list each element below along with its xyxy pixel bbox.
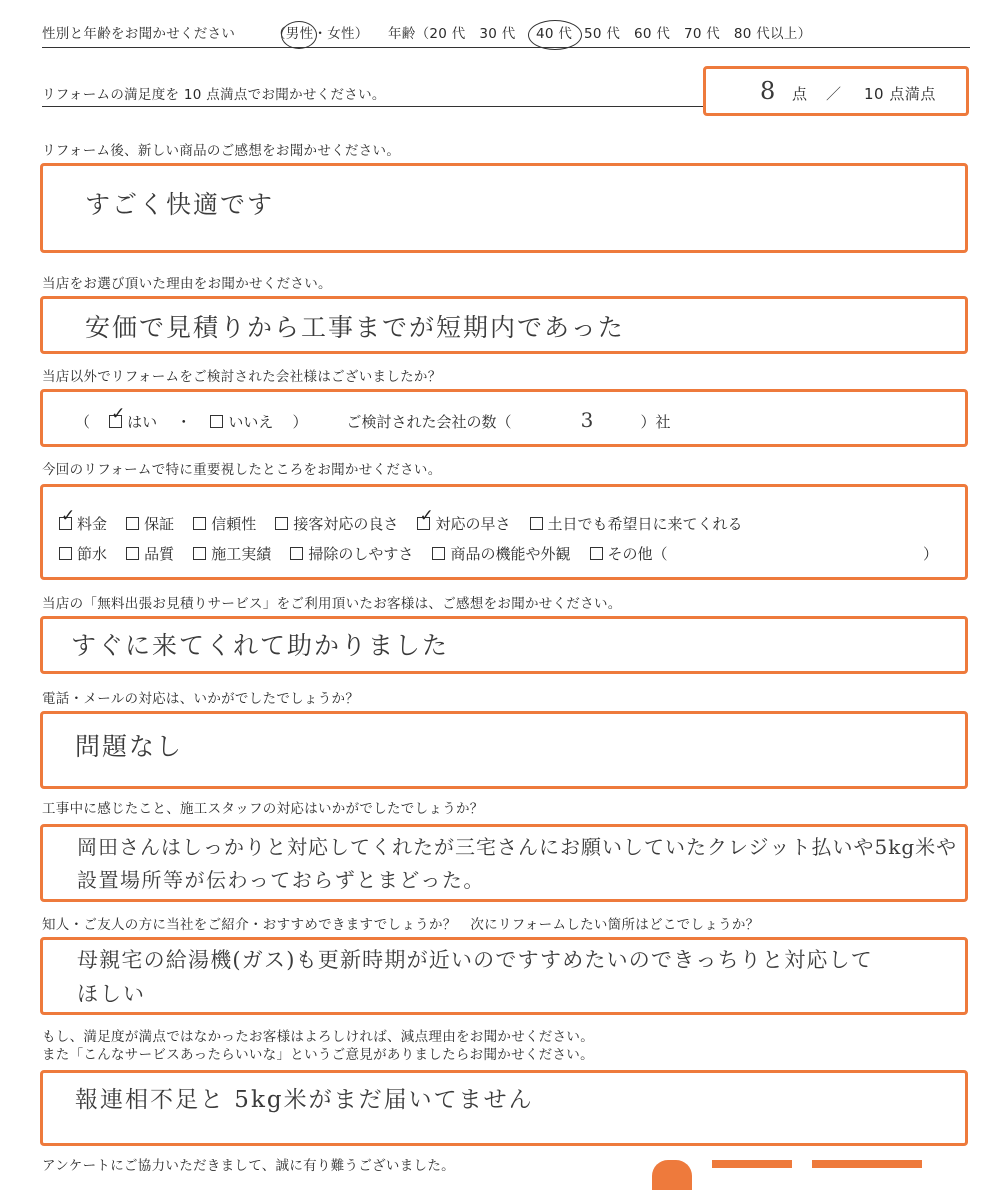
- brand-logo-bar: [812, 1160, 922, 1168]
- priority-checkbox[interactable]: [193, 547, 206, 560]
- priority-label: 接客対応の良さ: [293, 515, 399, 533]
- other-close-paren: ）: [292, 413, 308, 431]
- priority-label: 対応の早さ: [435, 515, 511, 533]
- priority-checkbox[interactable]: [193, 517, 206, 530]
- reason-answer-box: [40, 296, 968, 354]
- age-selected-circle: [528, 20, 582, 50]
- other-no-checkbox[interactable]: [210, 415, 223, 428]
- age-selected: 40 代: [536, 26, 573, 42]
- age-rest: 50 代 60 代 70 代 80 代以上）: [584, 26, 812, 42]
- staff-answer-line-1: 岡田さんはしっかりと対応してくれたが三宅さんにお願いしていたクレジット払いや5kg米や: [77, 835, 958, 859]
- age-label: 年齢（20 代 30 代: [388, 26, 516, 42]
- header-rule: [42, 47, 970, 48]
- priority-checkbox[interactable]: [432, 547, 445, 560]
- footer-thanks: アンケートにご協力いただきまして、誠に有り難うございました。: [42, 1158, 455, 1174]
- staff-answer-line-2: 設置場所等が伝わっておらずとまどった。: [77, 868, 485, 892]
- other-count-suffix: ）社: [640, 413, 671, 431]
- satisfaction-score-box: [703, 66, 969, 116]
- brand-logo-mark: [652, 1160, 692, 1190]
- satisfaction-score: 8: [760, 77, 778, 105]
- priority-label: 施工実績: [211, 545, 272, 563]
- other-companies-prompt: 当店以外でリフォームをご検討された会社様はございましたか？: [42, 369, 442, 385]
- priority-label: その他（: [607, 545, 668, 563]
- referral-answer-box: [40, 937, 968, 1015]
- estimate-answer-box: [40, 616, 968, 674]
- contact-prompt: 電話・メールの対応は、いかがでしたでしょうか？: [42, 691, 360, 707]
- brand-logo: [652, 1150, 952, 1190]
- priority-label: 品質: [144, 545, 175, 563]
- priority-row-2: [59, 543, 682, 564]
- priority-label: 土日でも希望日に来てくれる: [547, 515, 743, 533]
- priority-option[interactable]: [432, 543, 570, 564]
- priority-label: 保証: [144, 515, 175, 533]
- satisfaction-max: 10 点満点: [864, 85, 936, 103]
- other-yes-label: はい: [127, 413, 158, 431]
- satisfaction-rule: [42, 106, 704, 107]
- priority-option[interactable]: [193, 513, 256, 534]
- satisfaction-slash: ／: [826, 85, 842, 103]
- impression-prompt: リフォーム後、新しい商品のご感想をお聞かせください。: [42, 143, 401, 159]
- priority-checkbox[interactable]: [417, 517, 430, 530]
- priority-label: 料金: [77, 515, 108, 533]
- priority-label: 信頼性: [211, 515, 257, 533]
- priority-option[interactable]: [417, 513, 510, 534]
- priority-box: [40, 484, 968, 580]
- reason-answer: 安価で見積りから工事までが短期内であった: [85, 313, 625, 342]
- gender-options: （男性・女性）: [272, 26, 369, 42]
- impression-answer-box: [40, 163, 968, 253]
- priority-label: 節水: [77, 545, 108, 563]
- priority-label: 掃除のしやすさ: [308, 545, 414, 563]
- staff-prompt: 工事中に感じたこと、施工スタッフの対応はいかがでしたでしょうか？: [42, 801, 484, 817]
- contact-answer-box: [40, 711, 968, 789]
- staff-answer-box: [40, 824, 968, 902]
- priority-option[interactable]: [290, 543, 413, 564]
- reason-prompt: 当店をお選び頂いた理由をお聞かせください。: [42, 276, 332, 292]
- gender-selected-circle: [281, 21, 317, 49]
- other-companies-box: [40, 389, 968, 447]
- impression-answer: すごく快適です: [85, 190, 275, 219]
- referral-prompt: 知人・ご友人の方に当社をご紹介・おすすめできますでしょうか？ 次にリフォームしたい箇所はどこでしょうか？: [42, 917, 760, 933]
- priority-prompt: 今回のリフォームで特に重要視したところをお聞かせください。: [42, 462, 442, 478]
- other-no-option[interactable]: [210, 411, 273, 432]
- priority-checkbox[interactable]: [290, 547, 303, 560]
- priority-checkbox[interactable]: [530, 517, 543, 530]
- estimate-answer: すぐに来てくれて助かりました: [71, 631, 450, 660]
- priority-option[interactable]: [126, 513, 174, 534]
- priority-option[interactable]: [59, 543, 107, 564]
- other-count-value: 3: [580, 408, 596, 432]
- priority-option[interactable]: [59, 513, 107, 534]
- satisfaction-prompt: リフォームの満足度を 10 点満点でお聞かせください。: [42, 87, 386, 103]
- other-open-paren: （: [75, 413, 91, 431]
- priority-row-1: [59, 513, 757, 534]
- priority-other-close: ）: [923, 545, 939, 563]
- priority-label: 商品の機能や外観: [450, 545, 571, 563]
- improve-answer: 報連相不足と 5kg米がまだ届いてません: [75, 1087, 534, 1113]
- other-no-label: いいえ: [228, 413, 274, 431]
- gender-age-prompt: 性別と年齢をお聞かせください: [42, 26, 236, 42]
- priority-option[interactable]: [275, 513, 398, 534]
- improve-answer-box: [40, 1070, 968, 1146]
- improve-prompt-line-2: また「こんなサービスあったらいいな」というご意見がありましたらお聞かせください。: [42, 1047, 594, 1063]
- other-yes-checkbox[interactable]: [109, 415, 122, 428]
- priority-checkbox[interactable]: [275, 517, 288, 530]
- priority-checkbox[interactable]: [126, 517, 139, 530]
- improve-prompt-line-1: もし、満足度が満点ではなかったお客様はよろしければ、減点理由をお聞かせください。: [42, 1029, 594, 1045]
- other-separator: ・: [176, 413, 192, 431]
- referral-answer-line-1: 母親宅の給湯機(ガス)も更新時期が近いのですすめたいのできっちりと対応して: [77, 948, 873, 972]
- priority-checkbox[interactable]: [59, 517, 72, 530]
- referral-answer-line-2: ほしい: [77, 982, 146, 1006]
- priority-option[interactable]: [530, 513, 743, 534]
- priority-checkbox[interactable]: [126, 547, 139, 560]
- priority-checkbox[interactable]: [59, 547, 72, 560]
- priority-checkbox[interactable]: [590, 547, 603, 560]
- satisfaction-unit: 点: [792, 85, 808, 103]
- priority-option[interactable]: [590, 543, 668, 564]
- estimate-prompt: 当店の「無料出張お見積りサービス」をご利用頂いたお客様は、ご感想をお聞かせください。: [42, 596, 622, 612]
- priority-option[interactable]: [193, 543, 271, 564]
- other-yes-option[interactable]: [109, 411, 157, 432]
- priority-option[interactable]: [126, 543, 174, 564]
- other-count-label: ご検討された会社の数（: [346, 413, 512, 431]
- brand-logo-bar: [712, 1160, 792, 1168]
- contact-answer: 問題なし: [75, 732, 184, 761]
